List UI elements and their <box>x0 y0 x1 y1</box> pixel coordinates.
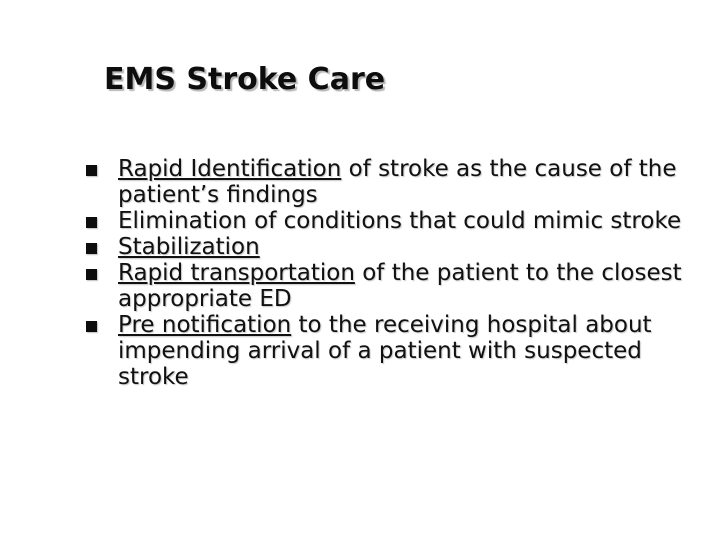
bullet-text: to the receiving hospital about impending arrival of a patient with suspected stroke <box>118 312 652 390</box>
bullet-item-rapid-transportation <box>86 260 686 312</box>
bullet-list <box>86 156 686 390</box>
square-bullet-icon <box>86 243 97 254</box>
bullet-item-elimination <box>86 208 686 234</box>
bullet-emphasis: Rapid transportation <box>118 260 355 286</box>
square-bullet-icon <box>86 321 97 332</box>
square-bullet-icon <box>86 217 97 228</box>
slide-title: EMS Stroke Care <box>104 62 386 97</box>
square-bullet-icon <box>86 269 97 280</box>
bullet-text: Elimination of conditions that could mimic stroke <box>118 208 682 234</box>
bullet-emphasis: Stabilization <box>118 234 260 260</box>
bullet-item-stabilization <box>86 234 686 260</box>
bullet-emphasis: Rapid Identification <box>118 156 342 182</box>
bullet-emphasis: Pre notification <box>118 312 292 338</box>
bullet-item-pre-notification <box>86 312 686 390</box>
bullet-item-rapid-identification <box>86 156 686 208</box>
bullet-text: of the patient to the closest appropriate ED <box>118 260 682 312</box>
bullet-text: of stroke as the cause of the patient’s findings <box>118 156 677 208</box>
square-bullet-icon <box>86 165 97 176</box>
